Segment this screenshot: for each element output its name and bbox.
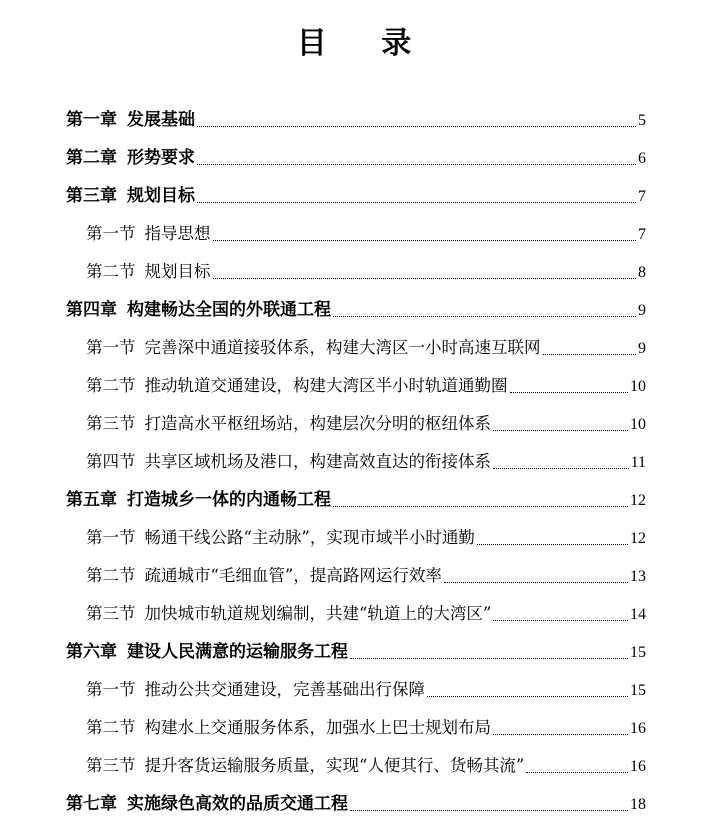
- dot-leader: [543, 354, 637, 355]
- page-number: 12: [630, 492, 646, 509]
- toc-entry-section[interactable]: [86, 561, 646, 591]
- entry-title: 发展基础: [127, 110, 195, 130]
- toc-entry-chapter-7[interactable]: [66, 789, 646, 819]
- page-number: 7: [638, 226, 646, 243]
- entry-title: 建设人民满意的运输服务工程: [127, 642, 348, 662]
- toc-entry-chapter-6[interactable]: [66, 637, 646, 667]
- toc-entry-section[interactable]: [86, 675, 646, 705]
- toc-entry-chapter-3[interactable]: [66, 181, 646, 211]
- entry-title: 规划目标: [144, 262, 211, 281]
- entry-title: 打造城乡一体的内通畅工程: [127, 490, 331, 510]
- entry-title: 指导思想: [144, 224, 211, 243]
- toc-entry-section[interactable]: [86, 219, 646, 249]
- dot-leader: [197, 164, 636, 165]
- dot-leader: [444, 582, 628, 583]
- toc-entry-chapter-1[interactable]: [66, 105, 646, 135]
- entry-number: 第四章: [66, 300, 117, 320]
- entry-number: 第三节: [86, 414, 136, 433]
- page-number: 9: [638, 340, 646, 357]
- page-number: 5: [638, 112, 646, 129]
- toc-entry-section[interactable]: [86, 409, 646, 439]
- toc-entry-section[interactable]: [86, 447, 646, 477]
- page-number: 13: [630, 568, 646, 585]
- page-number: 15: [630, 682, 646, 699]
- entry-number: 第四节: [86, 452, 136, 471]
- page-number: 10: [630, 378, 646, 395]
- toc-entry-chapter-4[interactable]: [66, 295, 646, 325]
- toc-entry-section[interactable]: [86, 333, 646, 363]
- page-number: 10: [630, 416, 646, 433]
- entry-number: 第三章: [66, 186, 117, 206]
- page-number: 12: [630, 530, 646, 547]
- entry-number: 第一节: [86, 338, 136, 357]
- page-number: 11: [630, 454, 646, 471]
- entry-number: 第七章: [66, 794, 117, 814]
- entry-title: 推动公共交通建设，完善基础出行保障: [144, 680, 425, 699]
- dot-leader: [333, 506, 628, 507]
- dot-leader: [493, 734, 628, 735]
- dot-leader: [333, 316, 636, 317]
- page-number: 16: [630, 758, 646, 775]
- entry-title: 提升客货运输服务质量，实现“人便其行、货畅其流”: [144, 756, 525, 775]
- toc-entry-section[interactable]: [86, 599, 646, 629]
- entry-title: 规划目标: [127, 186, 195, 206]
- toc-entry-section[interactable]: [86, 523, 646, 553]
- entry-number: 第二节: [86, 262, 136, 281]
- toc-entry-chapter-2[interactable]: [66, 143, 646, 173]
- toc-entry-chapter-5[interactable]: [66, 485, 646, 515]
- entry-title: 打造高水平枢纽场站，构建层次分明的枢纽体系: [144, 414, 491, 433]
- entry-number: 第二节: [86, 376, 136, 395]
- entry-number: 第一章: [66, 110, 117, 130]
- page-number: 18: [630, 796, 646, 813]
- dot-leader: [526, 772, 628, 773]
- dot-leader: [493, 468, 629, 469]
- page-number: 14: [630, 606, 646, 623]
- dot-leader: [213, 240, 637, 241]
- dot-leader: [350, 810, 628, 811]
- dot-leader: [493, 620, 628, 621]
- dot-leader: [493, 430, 628, 431]
- entry-title: 疏通城市“毛细血管”，提高路网运行效率: [144, 566, 442, 585]
- entry-title: 实施绿色高效的品质交通工程: [127, 794, 348, 814]
- dot-leader: [427, 696, 628, 697]
- dot-leader: [350, 658, 628, 659]
- entry-title: 加快城市轨道规划编制，共建“轨道上的大湾区”: [144, 604, 492, 623]
- toc-entry-section[interactable]: [86, 371, 646, 401]
- entry-number: 第一节: [86, 680, 136, 699]
- entry-title: 完善深中通道接驳体系，构建大湾区一小时高速互联网: [144, 338, 541, 357]
- toc-entry-section[interactable]: [86, 713, 646, 743]
- entry-title: 形势要求: [127, 148, 195, 168]
- entry-number: 第一节: [86, 224, 136, 243]
- dot-leader: [197, 126, 636, 127]
- entry-title: 共享区域机场及港口，构建高效直达的衔接体系: [144, 452, 491, 471]
- entry-number: 第六章: [66, 642, 117, 662]
- page-number: 7: [638, 188, 646, 205]
- page-number: 9: [638, 302, 646, 319]
- toc-entry-section[interactable]: [86, 257, 646, 287]
- entry-title: 构建水上交通服务体系，加强水上巴士规划布局: [144, 718, 491, 737]
- entry-number: 第二节: [86, 718, 136, 737]
- dot-leader: [213, 278, 637, 279]
- page-number: 16: [630, 720, 646, 737]
- page-title: 目 录: [296, 26, 434, 61]
- page-number: 6: [638, 150, 646, 167]
- dot-leader: [197, 202, 636, 203]
- entry-number: 第三节: [86, 604, 136, 623]
- dot-leader: [510, 392, 629, 393]
- entry-number: 第三节: [86, 756, 136, 775]
- page-number: 8: [638, 264, 646, 281]
- entry-number: 第一节: [86, 528, 136, 547]
- entry-number: 第五章: [66, 490, 117, 510]
- entry-title: 构建畅达全国的外联通工程: [127, 300, 331, 320]
- toc-entry-section[interactable]: [86, 751, 646, 781]
- entry-title: 畅通干线公路“主动脉”，实现市域半小时通勤: [144, 528, 475, 547]
- entry-number: 第二节: [86, 566, 136, 585]
- entry-title: 推动轨道交通建设，构建大湾区半小时轨道通勤圈: [144, 376, 508, 395]
- dot-leader: [477, 544, 628, 545]
- page-number: 15: [630, 644, 646, 661]
- entry-number: 第二章: [66, 148, 117, 168]
